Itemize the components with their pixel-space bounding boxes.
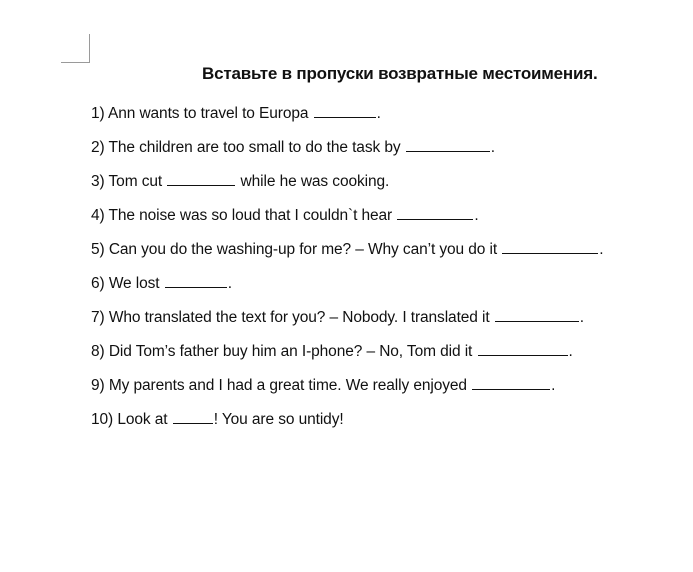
exercise-item-5 — [91, 237, 604, 271]
exercise-list — [91, 101, 604, 441]
sentence-text-end: . — [599, 241, 604, 258]
item-number: 5) — [91, 241, 105, 258]
item-number: 3) — [91, 173, 105, 190]
sentence-text: Tom cut — [108, 173, 163, 190]
sentence-text: The noise was so loud that I couldn`t hear — [108, 207, 393, 224]
answer-blank — [478, 339, 568, 356]
item-number: 9) — [91, 377, 105, 394]
exercise-item-8 — [91, 339, 604, 373]
sentence-text: We lost — [108, 275, 160, 292]
sentence-text-end: . — [568, 343, 573, 360]
exercise-item-10 — [91, 407, 604, 441]
answer-blank — [165, 271, 227, 288]
answer-blank — [502, 237, 598, 254]
item-number: 6) — [91, 275, 105, 292]
item-number: 4) — [91, 207, 105, 224]
answer-blank — [314, 101, 376, 118]
item-number: 8) — [91, 343, 105, 360]
page-title: Вставьте в пропуски возвратные местоимения. — [202, 64, 598, 83]
sentence-text: My parents and I had a great time. We really enjoyed — [108, 377, 467, 394]
item-number: 10) — [91, 411, 114, 428]
sentence-text: Look at — [117, 411, 168, 428]
exercise-item-6 — [91, 271, 604, 305]
exercise-item-3 — [91, 169, 604, 203]
sentence-text-end: . — [490, 139, 495, 156]
item-number: 1) — [91, 105, 105, 122]
sentence-text-end: while he was cooking. — [240, 173, 390, 190]
exercise-item-4 — [91, 203, 604, 237]
page-corner-mark — [61, 34, 90, 63]
sentence-text-end: ! You are so untidy! — [213, 411, 344, 428]
item-number: 7) — [91, 309, 105, 326]
answer-blank — [495, 305, 579, 322]
answer-blank — [167, 169, 235, 186]
exercise-item-2 — [91, 135, 604, 169]
sentence-text-end: . — [376, 105, 381, 122]
answer-blank — [397, 203, 473, 220]
answer-blank — [406, 135, 490, 152]
sentence-text: Ann wants to travel to Europa — [107, 105, 309, 122]
item-number: 2) — [91, 139, 105, 156]
answer-blank — [472, 373, 550, 390]
exercise-item-9 — [91, 373, 604, 407]
sentence-text-end: . — [551, 377, 556, 394]
sentence-text-end: . — [474, 207, 479, 224]
sentence-text: Who translated the text for you? – Nobody. I translated it — [108, 309, 490, 326]
sentence-text: Can you do the washing-up for me? – Why can’t you do it — [108, 241, 498, 258]
answer-blank — [173, 407, 213, 424]
sentence-text: Did Tom’s father buy him an I-phone? – No, Tom did it — [108, 343, 473, 360]
exercise-item-7 — [91, 305, 604, 339]
sentence-text: The children are too small to do the task by — [108, 139, 401, 156]
sentence-text-end: . — [579, 309, 585, 326]
sentence-text-end: . — [227, 275, 232, 292]
exercise-item-1 — [91, 101, 604, 135]
